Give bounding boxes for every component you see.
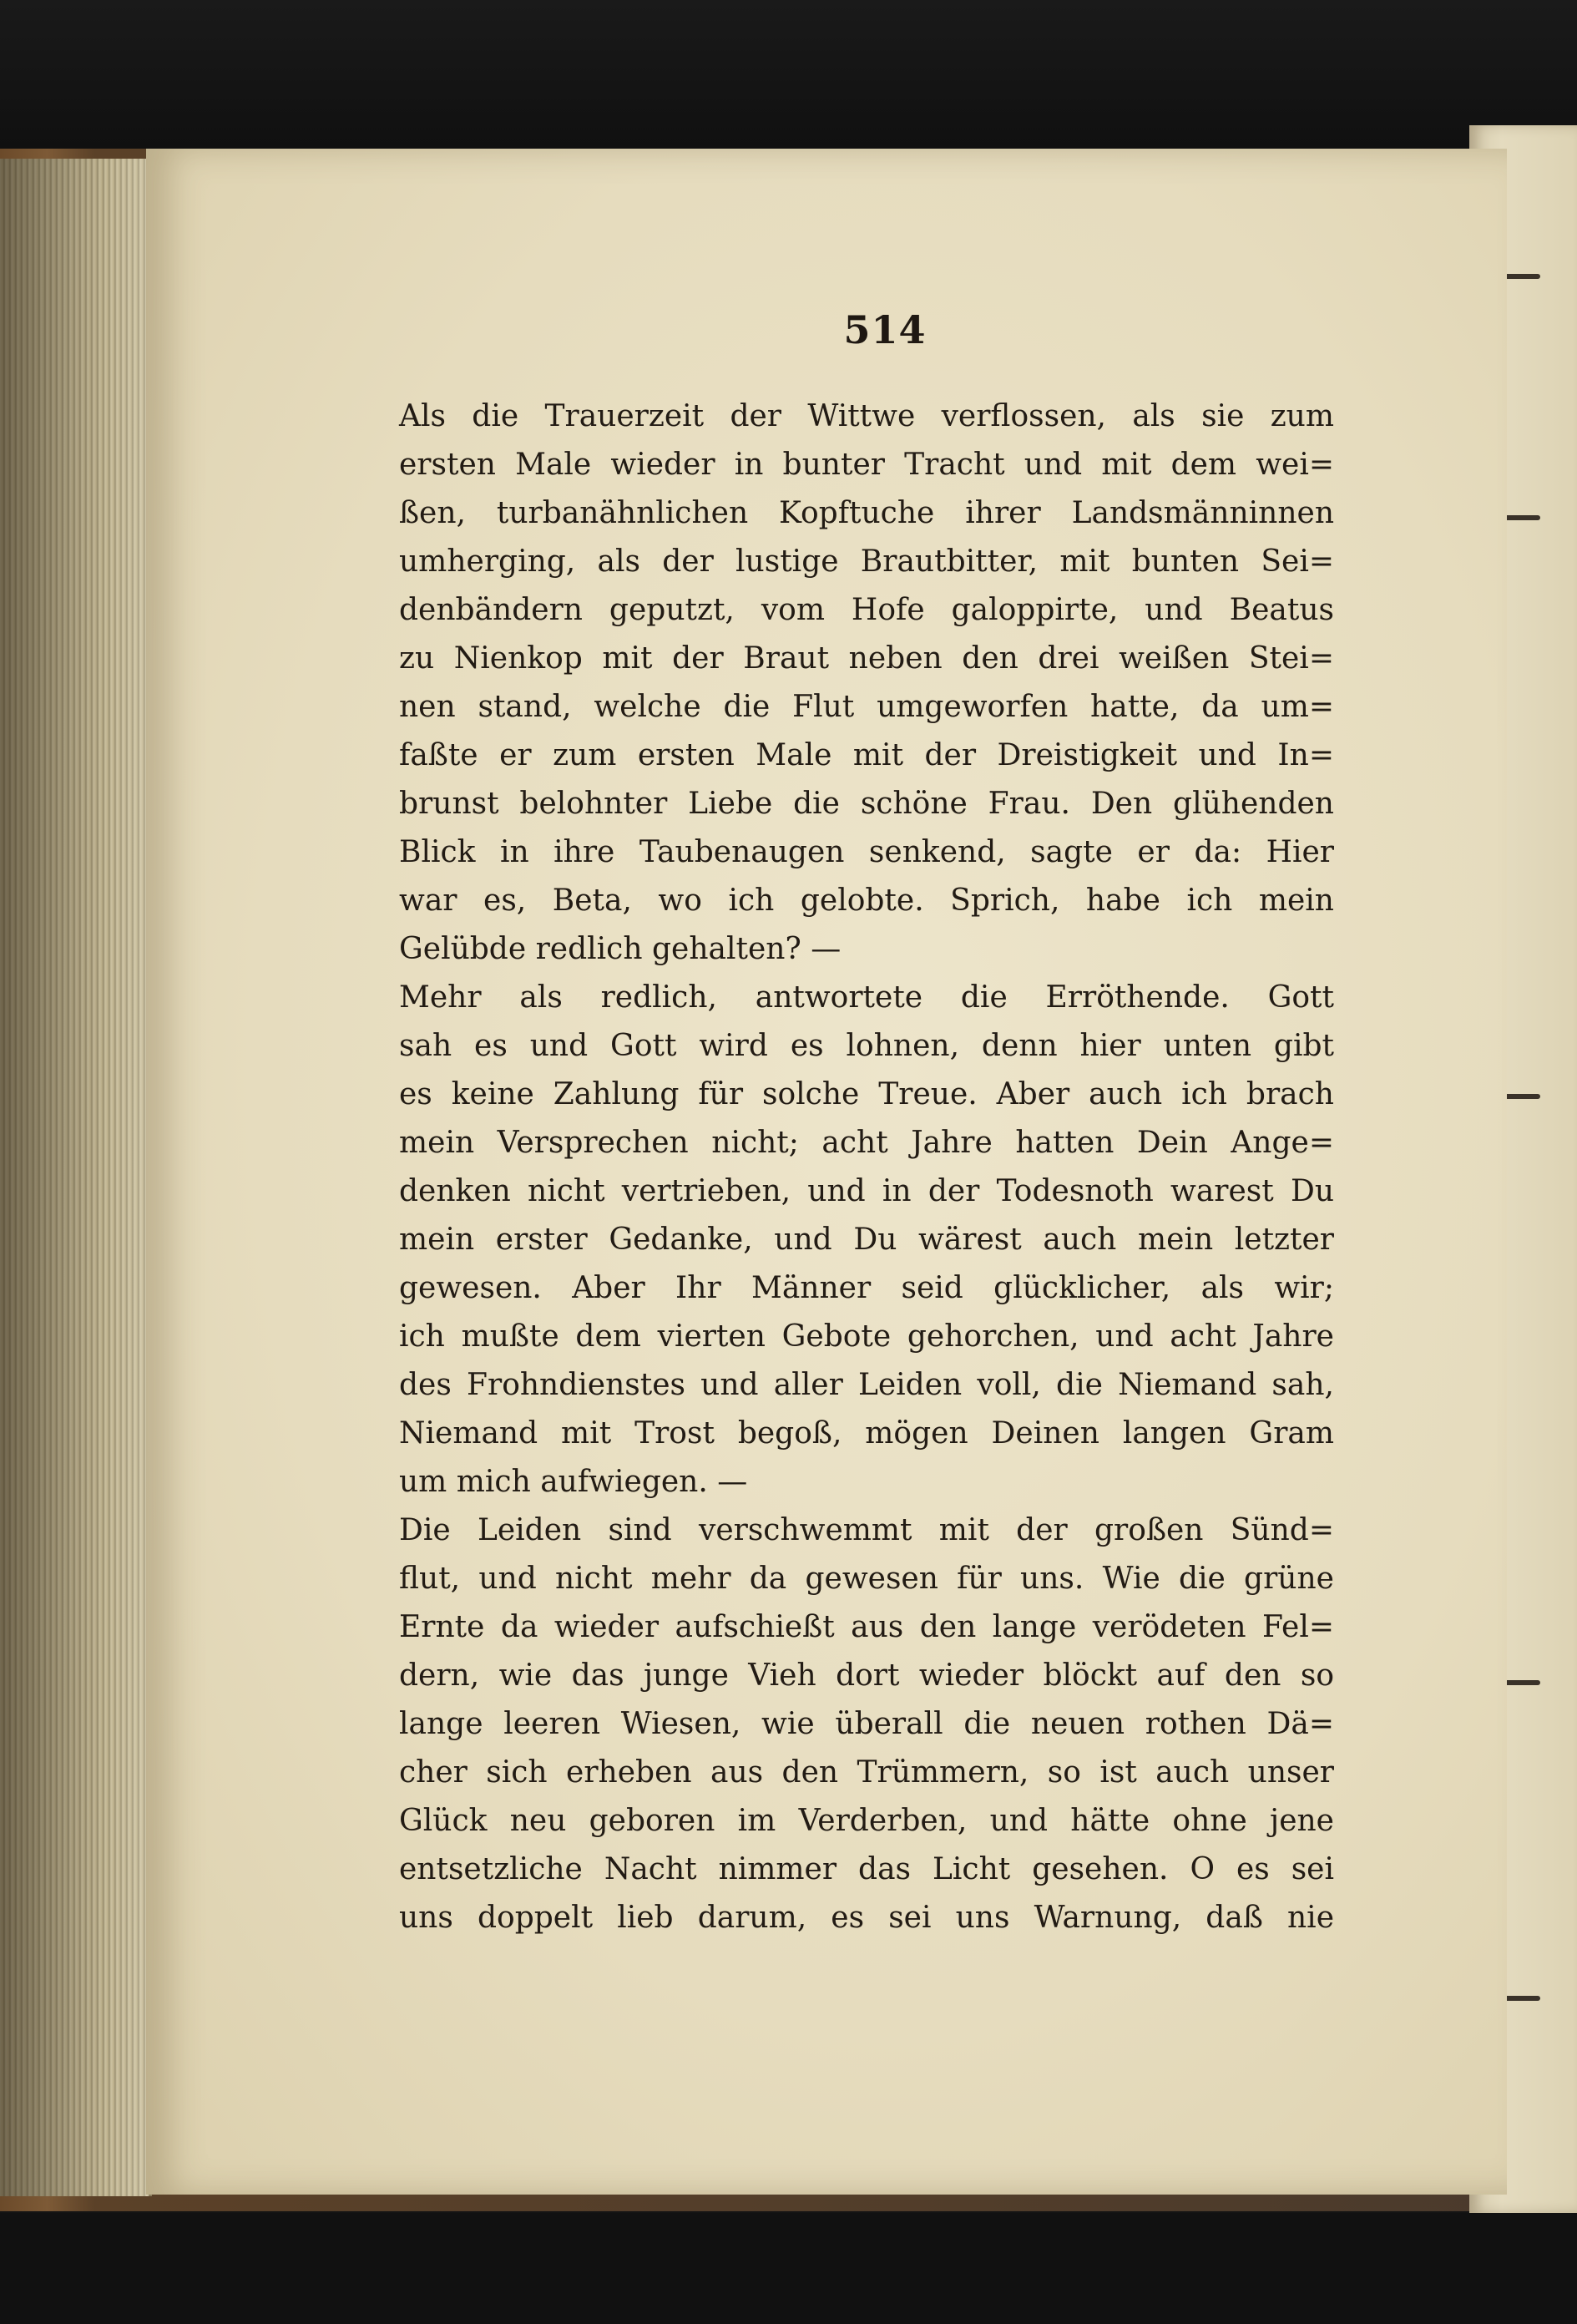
text-line: es keine Zahlung für solche Treue. Aber auch ich brach [399,1077,1334,1111]
text-line: dern, wie das junge Vieh dort wieder blöckt auf den so [399,1658,1334,1693]
page-edges-shade [0,159,149,2196]
text-line: zu Nienkop mit der Braut neben den drei weißen Stei= [399,641,1334,676]
text-line: uns doppelt lieb darum, es sei uns Warnung, daß nie [399,1901,1334,1935]
text-line: flut, und nicht mehr da gewesen für uns. Wie die grüne [399,1562,1334,1596]
text-line: Als die Trauerzeit der Wittwe verflossen, als sie zum [399,399,1334,433]
text-line: des Frohndienstes und aller Leiden voll, die Niemand sah, [399,1368,1334,1402]
text-line: Mehr als redlich, antwortete die Erröthende. Gott [399,980,1334,1015]
text-line: faßte er zum ersten Male mit der Dreistigkeit und In= [399,738,1334,772]
text-line: denken nicht vertrieben, und in der Todesnoth warest Du [399,1174,1334,1208]
background-bottom [0,2213,1577,2324]
text-line: brunst belohnter Liebe die schöne Frau. Den glühenden [399,787,1334,821]
text-line: mein erster Gedanke, und Du wärest auch mein letzter [399,1223,1334,1257]
text-line: nen stand, welche die Flut umgeworfen hatte, da um= [399,690,1334,724]
text-line: Ernte da wieder aufschießt aus den lange verödeten Fel= [399,1610,1334,1644]
text-line: ich mußte dem vierten Gebote gehorchen, und acht Jahre [399,1319,1334,1354]
text-line: denbändern geputzt, vom Hofe galoppirte, und Beatus [399,593,1334,627]
text-line: cher sich erheben aus den Trümmern, so ist auch unser [399,1755,1334,1790]
page-text [399,392,1334,1942]
text-line: lange leeren Wiesen, wie überall die neuen rothen Dä= [399,1707,1334,1741]
text-line: Blick in ihre Taubenaugen senkend, sagte er da: Hier [399,835,1334,869]
text-line: um mich aufwiegen. — [399,1465,748,1499]
text-line: Glück neu geboren im Verderben, und hätte ohne jene [399,1804,1334,1838]
text-line: ersten Male wieder in bunter Tracht und mit dem wei= [399,448,1334,482]
text-line: war es, Beta, wo ich gelobte. Sprich, habe ich mein [399,884,1334,918]
text-line: Niemand mit Trost begoß, mögen Deinen langen Gram [399,1416,1334,1451]
text-line: umherging, als der lustige Brautbitter, mit bunten Sei= [399,544,1334,579]
text-line: Gelübde redlich gehalten? — [399,932,842,966]
page-number: 514 [843,307,927,352]
text-line: gewesen. Aber Ihr Männer seid glücklicher, als wir; [399,1271,1334,1305]
text-line: ßen, turbanähnlichen Kopftuche ihrer Landsmänninnen [399,496,1334,530]
text-line: sah es und Gott wird es lohnen, denn hier unten gibt [399,1029,1334,1063]
text-line: entsetzliche Nacht nimmer das Licht gesehen. O es sei [399,1852,1334,1886]
text-line: Die Leiden sind verschwemmt mit der großen Sünd= [399,1513,1334,1547]
background-top [0,0,1577,150]
text-line: mein Versprechen nicht; acht Jahre hatten Dein Ange= [399,1126,1334,1160]
